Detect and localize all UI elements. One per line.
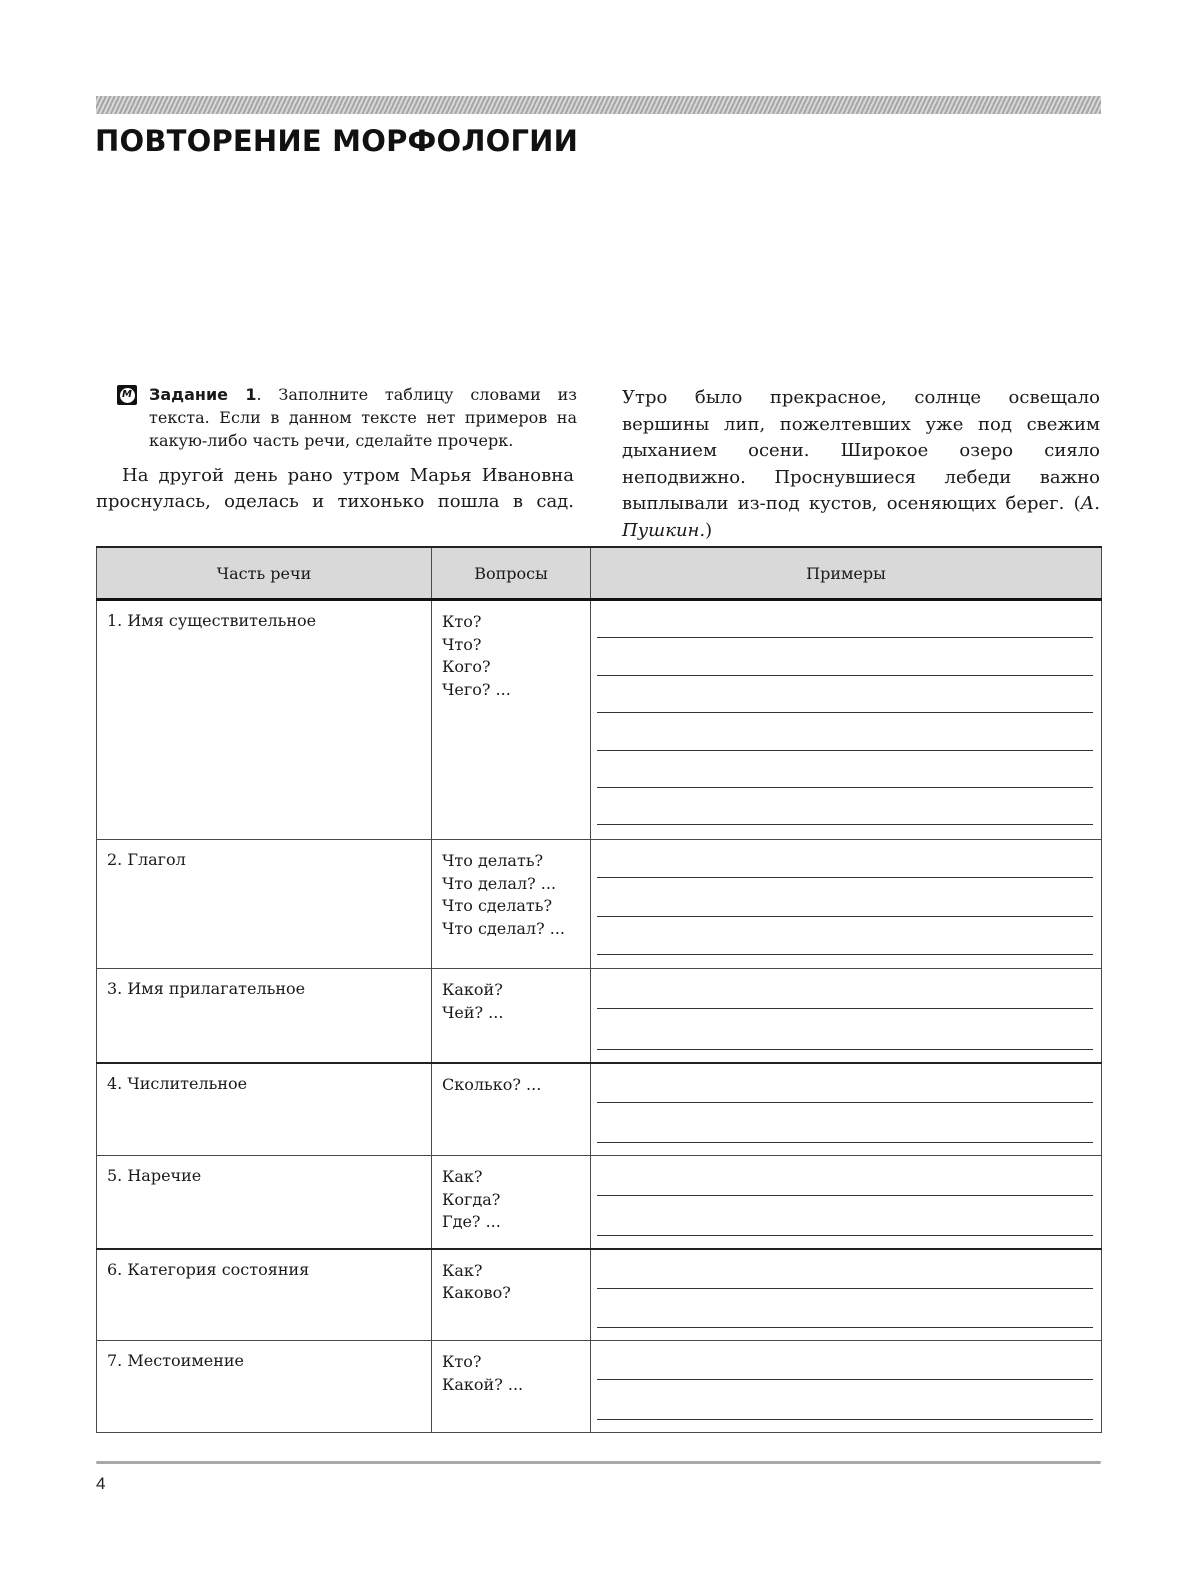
- answer-line[interactable]: [597, 676, 1093, 713]
- part-of-speech-cell: 3. Имя прилагательное: [97, 969, 432, 1063]
- part-of-speech-cell: 2. Глагол: [97, 840, 432, 969]
- part-of-speech-cell: 6. Категория состояния: [97, 1249, 432, 1341]
- examples-cell[interactable]: [591, 1063, 1102, 1156]
- answer-line[interactable]: [597, 751, 1093, 788]
- examples-cell[interactable]: [591, 1249, 1102, 1341]
- header-questions: Вопросы: [432, 547, 591, 600]
- part-of-speech-cell: 1. Имя существительное: [97, 600, 432, 840]
- answer-line[interactable]: [597, 1289, 1093, 1328]
- examples-cell[interactable]: [591, 969, 1102, 1063]
- examples-cell[interactable]: [591, 600, 1102, 840]
- task-label: Задание 1: [149, 385, 257, 404]
- questions-cell: [432, 840, 591, 969]
- answer-line[interactable]: [597, 969, 1093, 1009]
- question-text: Кто?: [442, 612, 482, 631]
- answer-line[interactable]: [597, 840, 1093, 878]
- answer-line[interactable]: [597, 1064, 1093, 1104]
- part-of-speech-cell: 7. Местоимение: [97, 1341, 432, 1433]
- task-instruction: [149, 383, 577, 452]
- question-text: Что сделал? ...: [442, 918, 566, 938]
- task-marker-icon: М: [117, 385, 137, 405]
- question-text: Какой?: [442, 980, 503, 999]
- passage-right-text: Утро было прекрасное, солнце освещало вершины лип, пожелтевших уже под свежим дыханием осени. Широкое озеро сияло неподвижно. Проснувшиеся лебеди важно выплывали из-под кустов, осеняющих берег. (: [622, 387, 1100, 514]
- questions-cell: [432, 1063, 591, 1156]
- question-text: Кого?: [442, 657, 491, 676]
- answer-line[interactable]: [597, 1250, 1093, 1289]
- answer-line[interactable]: [597, 1103, 1093, 1143]
- answer-line[interactable]: [597, 788, 1093, 825]
- bottom-rule: [96, 1461, 1101, 1464]
- answer-line[interactable]: [597, 601, 1093, 638]
- parts-of-speech-table: [96, 546, 1102, 1433]
- table-row: [97, 840, 1102, 969]
- question-text: Что делать?: [442, 851, 544, 870]
- examples-cell[interactable]: [591, 1341, 1102, 1433]
- answer-line[interactable]: [597, 713, 1093, 750]
- part-of-speech-cell: 5. Наречие: [97, 1156, 432, 1249]
- questions-cell: [432, 969, 591, 1063]
- answer-line[interactable]: [597, 1196, 1093, 1236]
- question-text: Как?: [442, 1260, 483, 1280]
- passage-right: Утро было прекрасное, солнце освещало вершины лип, пожелтевших уже под свежим дыханием осени. Широкое озеро сияло неподвижно. Проснувшиеся лебеди важно выплывали из-под кустов, осеняющих берег. (А. Пушкин.): [622, 387, 1100, 541]
- question-text: Чего? ...: [442, 679, 511, 699]
- question-text: Кто?: [442, 1352, 482, 1371]
- header-part-of-speech: Часть речи: [97, 547, 432, 600]
- table-row: [97, 969, 1102, 1063]
- question-text: Сколько? ...: [442, 1074, 542, 1094]
- passage-author: А. Пушкин.: [622, 493, 1100, 541]
- table-header-row: [97, 547, 1102, 600]
- passage-left: На другой день рано утром Марья Ивановна проснулась, оделась и тихонько пошла в сад.: [96, 465, 574, 512]
- table-row: [97, 600, 1102, 840]
- questions-cell: [432, 1156, 591, 1249]
- task-block: [117, 383, 577, 452]
- answer-line[interactable]: [597, 1380, 1093, 1419]
- table-row: [97, 1249, 1102, 1341]
- table-row: [97, 1341, 1102, 1433]
- decorative-hatch-bar: [96, 96, 1101, 114]
- answer-line[interactable]: [597, 878, 1093, 916]
- answer-line[interactable]: [597, 1009, 1093, 1049]
- task-instruction-text: . Заполните таблицу словами из текста. Если в данном тексте нет примеров на какую-либо часть речи, сделайте прочерк.: [149, 385, 578, 450]
- answer-line[interactable]: [597, 638, 1093, 675]
- header-examples: Примеры: [591, 547, 1102, 600]
- question-text: Что делал? ...: [442, 873, 557, 893]
- part-of-speech-cell: 4. Числительное: [97, 1063, 432, 1156]
- questions-cell: [432, 1341, 591, 1433]
- answer-line[interactable]: [597, 917, 1093, 955]
- question-text: Где? ...: [442, 1212, 501, 1231]
- question-text: Чей? ...: [442, 1002, 504, 1022]
- table-row: [97, 1063, 1102, 1156]
- question-text: Что?: [442, 634, 482, 654]
- answer-line[interactable]: [597, 1156, 1093, 1196]
- questions-cell: [432, 600, 591, 840]
- question-text: Какой? ...: [442, 1374, 524, 1394]
- question-text: Как?: [442, 1167, 483, 1186]
- answer-line[interactable]: [597, 1341, 1093, 1380]
- question-text: Что сделать?: [442, 896, 553, 915]
- question-text: Когда?: [442, 1189, 501, 1209]
- questions-cell: [432, 1249, 591, 1341]
- question-text: Каково?: [442, 1283, 511, 1302]
- examples-cell[interactable]: [591, 840, 1102, 969]
- page-number: 4: [96, 1474, 106, 1493]
- page-title: ПОВТОРЕНИЕ МОРФОЛОГИИ: [95, 124, 579, 158]
- table-row: [97, 1156, 1102, 1249]
- examples-cell[interactable]: [591, 1156, 1102, 1249]
